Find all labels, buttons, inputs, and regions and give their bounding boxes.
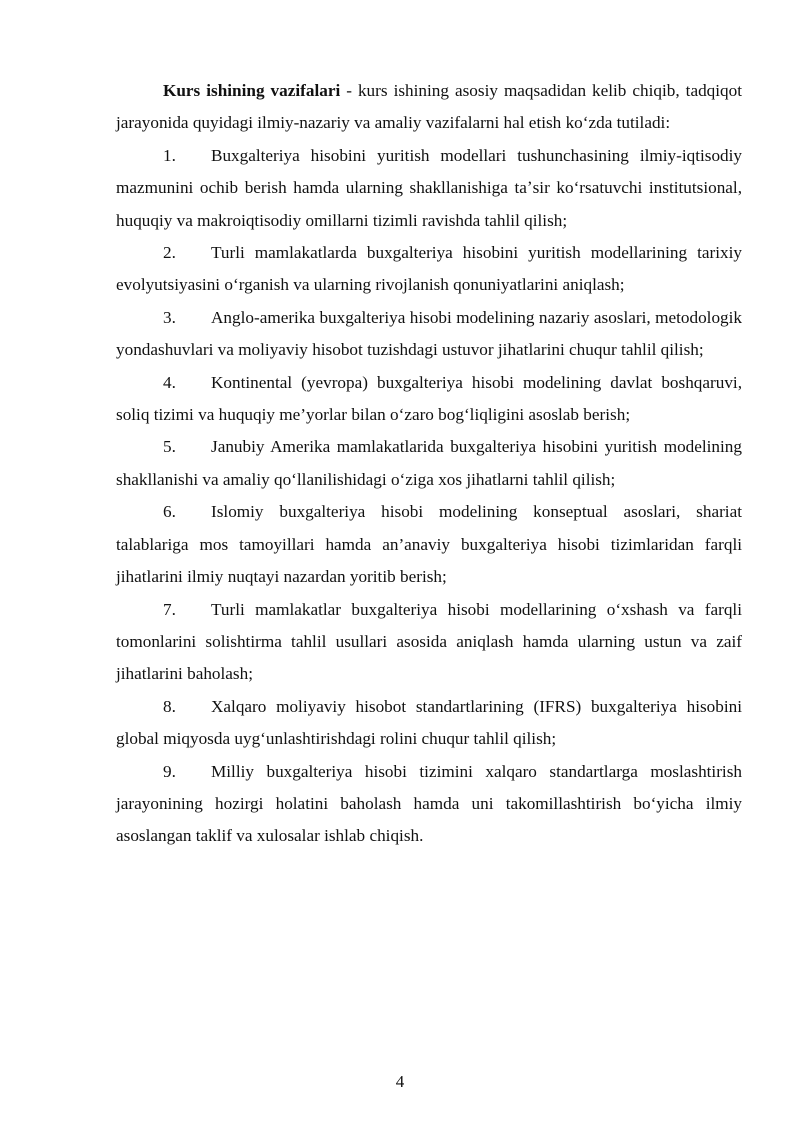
- list-item-text: Xalqaro moliyaviy hisobot standartlarining (IFRS) buxgalteriya hisobini global miqyosda uygʻunlashtirishdagi rolini chuqur tahlil qilish;: [116, 696, 742, 749]
- list-item-text: Turli mamlakatlar buxgalteriya hisobi modellarining oʻxshash va farqli tomonlarini solishtirma tahlil usullari asosida aniqlash hamda ularning ustun va zaif jihatlarini baholash;: [116, 599, 742, 684]
- list-item: [116, 594, 742, 691]
- list-item: [116, 431, 742, 496]
- list-item-number: 5.: [163, 437, 176, 457]
- list-item-text: Buxgalteriya hisobini yuritish modellari tushunchasining ilmiy-iqtisodiy mazmunini ochib berish hamda ularning shakllanishiga taʼsir koʻrsatuvchi institutsional, huquqiy va makroiqtisodiy omillarni tizimli ravishda tahlil qilish;: [116, 145, 742, 230]
- list-item-text: Islomiy buxgalteriya hisobi modelining konseptual asoslari, shariat talablariga mos tamoyillari hamda an’anaviy buxgalteriya hisobi tizimlaridan farqli jihatlarini ilmiy nuqtayi nazardan yoritib berish;: [116, 502, 742, 587]
- list-item: [116, 302, 742, 367]
- list-item-number: 1.: [163, 145, 176, 165]
- list-item: [116, 691, 742, 756]
- list-item: [116, 367, 742, 432]
- list-item-number: 6.: [163, 502, 176, 522]
- list-item-number: 2.: [163, 243, 176, 263]
- list-item-text: Milliy buxgalteriya hisobi tizimini xalqaro standartlarga moslashtirish jarayonining hozirgi holatini baholash hamda uni takomillashtirish boʻyicha ilmiy asoslangan taklif va xulosalar ishlab chiqish.: [116, 761, 742, 846]
- list-item-number: 7.: [163, 599, 176, 619]
- page-number: 4: [395, 1072, 405, 1091]
- intro-heading: Kurs ishining vazifalari: [163, 81, 341, 100]
- intro-text: - kurs ishining asosiy maqsadidan kelib chiqib, tadqiqot jarayonida quyidagi ilmiy-nazariy va amaliy vazifalarni hal etish koʻzda tutiladi:: [116, 81, 743, 133]
- list-item-text: Anglo-amerika buxgalteriya hisobi modelining nazariy asoslari, metodologik yondashuvlari va moliyaviy hisobot tuzishdagi ustuvor jihatlarini chuqur tahlil qilish;: [116, 307, 742, 360]
- list-item-text: Janubiy Amerika mamlakatlarida buxgalteriya hisobini yuritish modelining shakllanishi va amaliy qoʻllanilishidagi oʻziga xos jihatlarni tahlil qilish;: [116, 437, 742, 489]
- list-item-text: Turli mamlakatlarda buxgalteriya hisobini yuritish modellarining tarixiy evolyutsiyasini oʻrganish va ularning rivojlanish qonuniyatlarini aniqlash;: [116, 243, 742, 295]
- list-item: [116, 140, 742, 237]
- list-item: [116, 756, 742, 853]
- intro-paragraph: [116, 75, 742, 140]
- list-item-number: 8.: [163, 696, 176, 716]
- page-content: [116, 75, 742, 853]
- list-item: [116, 237, 742, 302]
- list-item-number: 9.: [163, 761, 176, 781]
- list-item: [116, 496, 742, 593]
- list-item-text: Kontinental (yevropa) buxgalteriya hisobi modelining davlat boshqaruvi, soliq tizimi va huquqiy me’yorlar bilan oʻzaro bogʻliqligini asoslab berish;: [116, 372, 742, 425]
- list-item-number: 3.: [163, 307, 176, 327]
- list-item-number: 4.: [163, 372, 176, 392]
